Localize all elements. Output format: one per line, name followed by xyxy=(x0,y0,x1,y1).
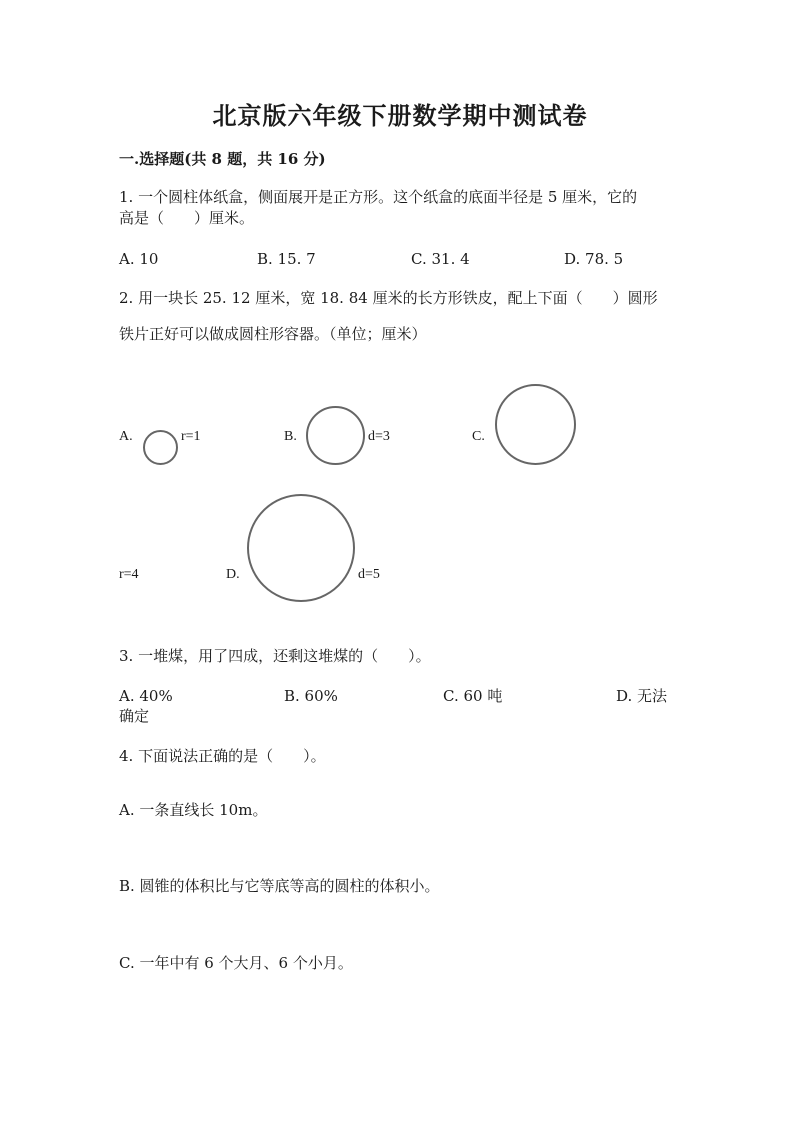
circle-a-label: r=1 xyxy=(181,429,201,444)
circle-c-label: r=4 xyxy=(119,567,139,582)
question-2-option-d: D. xyxy=(226,567,240,582)
circle-d-label: d=5 xyxy=(358,567,380,582)
question-2-option-a: A. xyxy=(119,429,133,444)
question-3-option-d: D. 无法 xyxy=(616,687,668,705)
page-title: 北京版六年级下册数学期中测试卷 xyxy=(212,101,588,130)
question-4-option-a: A. 一条直线长 10m。 xyxy=(119,801,268,819)
circle-d-figure xyxy=(247,494,355,602)
question-2-option-b: B. xyxy=(284,429,297,444)
circle-a-figure xyxy=(143,430,178,465)
question-1-text-line1: 1. 一个圆柱体纸盒，侧面展开是正方形。这个纸盒的底面半径是 5 厘米，它的 xyxy=(119,188,638,206)
question-3-option-c: C. 60 吨 xyxy=(443,687,503,705)
question-4-option-c: C. 一年中有 6 个大月、6 个小月。 xyxy=(119,954,353,972)
question-3-option-b: B. 60% xyxy=(284,687,338,705)
question-1-option-b: B. 15. 7 xyxy=(257,250,316,268)
question-3-option-d-continued: 确定 xyxy=(119,707,150,725)
question-4-option-b: B. 圆锥的体积比与它等底等高的圆柱的体积小。 xyxy=(119,877,440,895)
question-1-text-line2: 高是（ ）厘米。 xyxy=(119,209,255,227)
question-1-option-d: D. 78. 5 xyxy=(564,250,624,268)
circle-b-label: d=3 xyxy=(368,429,390,444)
question-2-option-c: C. xyxy=(472,429,485,444)
question-3-text: 3. 一堆煤，用了四成，还剩这堆煤的（ ）。 xyxy=(119,647,431,665)
question-2-text-line2: 铁片正好可以做成圆柱形容器。（单位；厘米） xyxy=(119,325,427,343)
question-1-option-a: A. 10 xyxy=(119,250,159,268)
circle-c-figure xyxy=(495,384,576,465)
circle-b-figure xyxy=(306,406,365,465)
question-2-text-line1: 2. 用一块长 25. 12 厘米，宽 18. 84 厘米的长方形铁皮，配上下面（ ）圆形 xyxy=(119,289,658,307)
question-3-option-a: A. 40% xyxy=(119,687,173,705)
section-heading: 一.选择题(共 8 题，共 16 分) xyxy=(119,150,326,168)
question-4-text: 4. 下面说法正确的是（ ）。 xyxy=(119,747,326,765)
question-1-option-c: C. 31. 4 xyxy=(411,250,470,268)
